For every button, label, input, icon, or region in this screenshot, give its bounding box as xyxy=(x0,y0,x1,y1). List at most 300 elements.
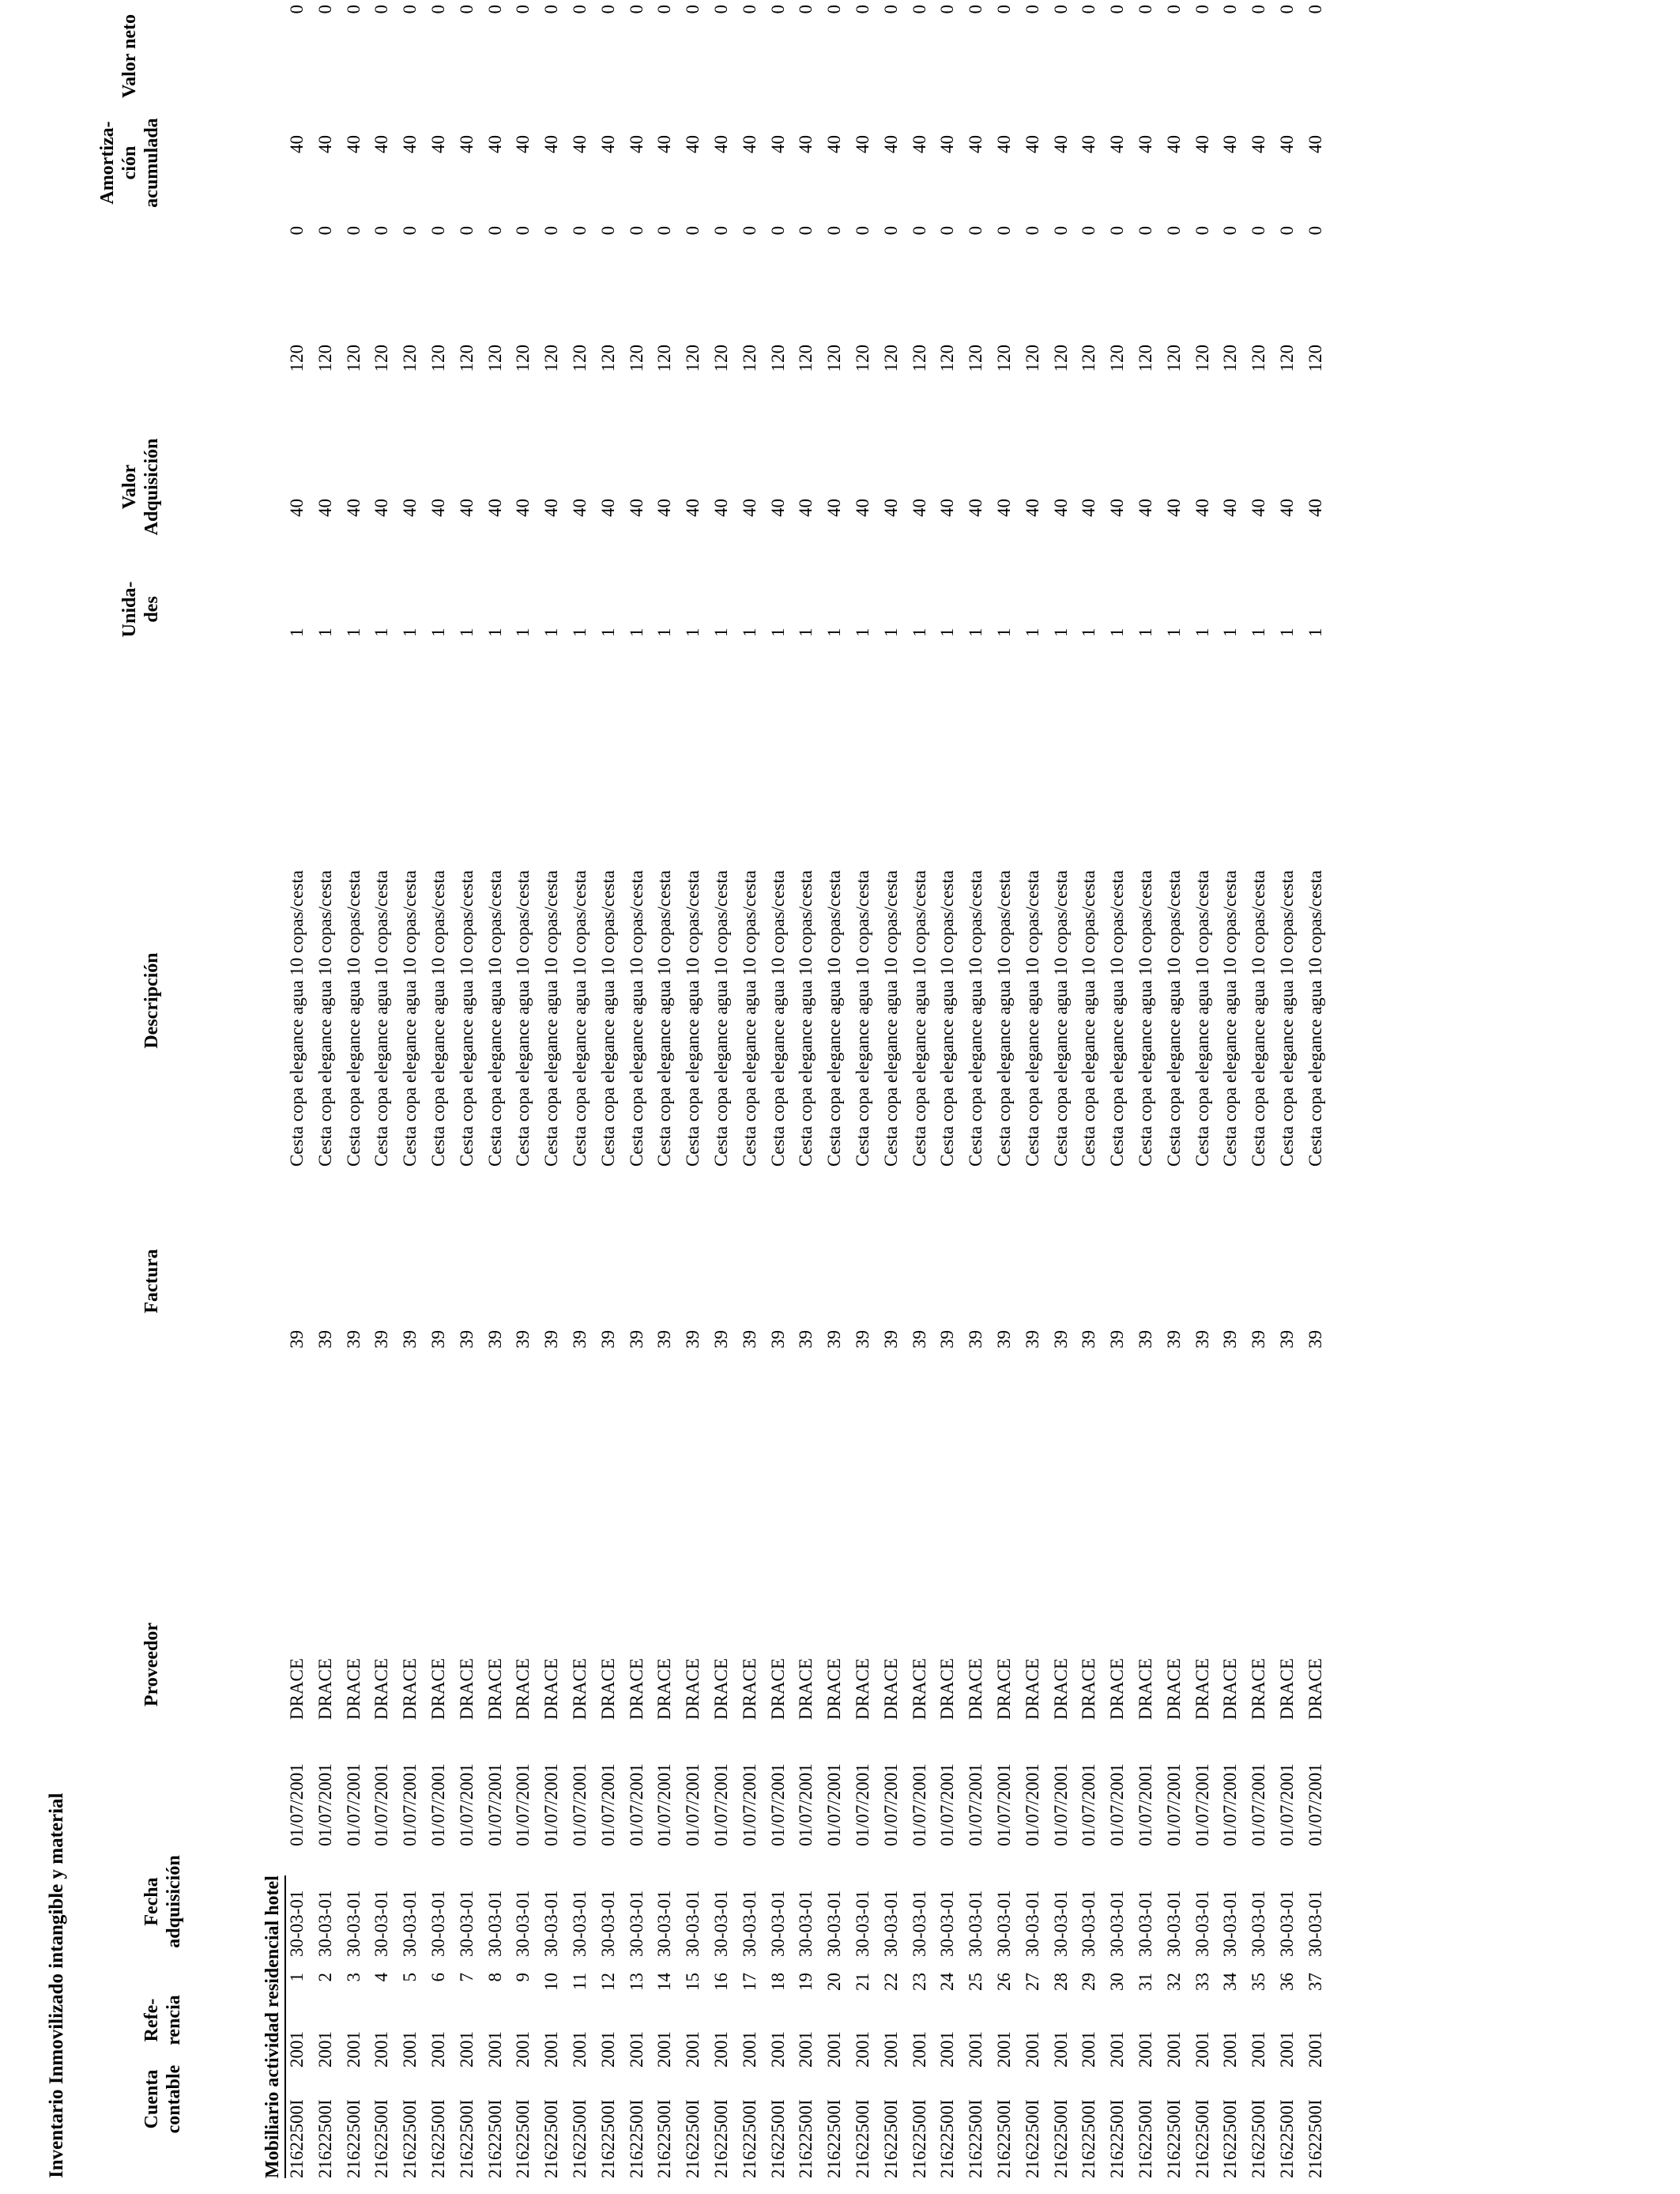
cell-cuenta: 21622500I xyxy=(909,2099,929,2178)
cell-fecha: 30-03-01 xyxy=(1079,1890,1099,1957)
cell-valor-adquisicion: 40 xyxy=(1107,499,1128,517)
cell-importe: 120 xyxy=(739,345,759,372)
cell-amortizacion: 40 xyxy=(400,135,420,153)
cell-unidades: 1 xyxy=(315,628,335,637)
cell-proveedor: DRACE xyxy=(315,1658,335,1720)
cell-anio: 2001 xyxy=(456,2031,477,2068)
cell-proveedor: DRACE xyxy=(739,1658,759,1720)
cell-valor-adquisicion: 40 xyxy=(993,499,1014,517)
cell-cero: 0 xyxy=(541,226,562,236)
cell-valor-neto: 0 xyxy=(541,5,562,14)
cell-descripcion: Cesta copa elegance agua 10 copas/cesta xyxy=(287,870,307,1167)
cell-descripcion: Cesta copa elegance agua 10 copas/cesta xyxy=(513,870,533,1167)
cell-cuenta: 21622500I xyxy=(1276,2099,1297,2178)
cell-fecha: 30-03-01 xyxy=(456,1890,477,1957)
cell-valor-neto: 0 xyxy=(1050,5,1071,14)
cell-numero: 17 xyxy=(739,1973,759,1991)
cell-numero: 8 xyxy=(484,1973,505,1982)
cell-cero: 0 xyxy=(1192,226,1212,236)
cell-valor-adquisicion: 40 xyxy=(654,499,675,517)
cell-valor-adquisicion: 40 xyxy=(1276,499,1297,517)
cell-amortizacion: 40 xyxy=(739,135,759,153)
cell-cuenta: 21622500I xyxy=(428,2099,448,2178)
cell-valor-adquisicion: 40 xyxy=(569,499,590,517)
cell-valor-neto: 0 xyxy=(371,5,392,14)
cell-valor-neto: 0 xyxy=(710,5,731,14)
cell-valor-neto: 0 xyxy=(1022,5,1042,14)
cell-proveedor: DRACE xyxy=(371,1658,392,1720)
cell-fecha-alta: 01/07/2001 xyxy=(428,1763,448,1846)
cell-valor-neto: 0 xyxy=(597,5,618,14)
cell-fecha: 30-03-01 xyxy=(654,1890,675,1957)
cell-descripcion: Cesta copa elegance agua 10 copas/cesta xyxy=(683,870,703,1167)
cell-cero: 0 xyxy=(513,226,533,236)
cell-importe: 120 xyxy=(993,345,1014,372)
header-amortizacion-acumulada: Amortiza- ción acumulada xyxy=(97,118,162,208)
cell-proveedor: DRACE xyxy=(597,1658,618,1720)
cell-factura: 39 xyxy=(428,1330,448,1348)
cell-unidades: 1 xyxy=(710,628,731,637)
cell-amortizacion: 40 xyxy=(824,135,845,153)
header-fecha-adquisicion: Fecha adquisición xyxy=(141,1855,184,1948)
cell-descripcion: Cesta copa elegance agua 10 copas/cesta xyxy=(739,870,759,1167)
cell-valor-adquisicion: 40 xyxy=(1220,499,1241,517)
cell-importe: 120 xyxy=(796,345,816,372)
cell-unidades: 1 xyxy=(1220,628,1241,637)
cell-importe: 120 xyxy=(513,345,533,372)
cell-cero: 0 xyxy=(1107,226,1128,236)
cell-anio: 2001 xyxy=(1305,2031,1325,2068)
cell-factura: 39 xyxy=(513,1330,533,1348)
cell-amortizacion: 40 xyxy=(1022,135,1042,153)
cell-factura: 39 xyxy=(937,1330,958,1348)
cell-valor-neto: 0 xyxy=(1107,5,1128,14)
cell-fecha: 30-03-01 xyxy=(626,1890,646,1957)
cell-amortizacion: 40 xyxy=(1276,135,1297,153)
cell-fecha-alta: 01/07/2001 xyxy=(1276,1763,1297,1846)
cell-valor-neto: 0 xyxy=(824,5,845,14)
cell-descripcion: Cesta copa elegance agua 10 copas/cesta xyxy=(569,870,590,1167)
cell-cuenta: 21622500I xyxy=(852,2099,872,2178)
cell-anio: 2001 xyxy=(1220,2031,1241,2068)
cell-unidades: 1 xyxy=(287,628,307,637)
cell-importe: 120 xyxy=(654,345,675,372)
header-factura: Factura xyxy=(141,1249,162,1314)
header-valor-adquisicion: Valor Adquisición xyxy=(119,438,162,536)
cell-numero: 35 xyxy=(1249,1973,1269,1991)
cell-descripcion: Cesta copa elegance agua 10 copas/cesta xyxy=(343,870,363,1167)
cell-numero: 7 xyxy=(456,1973,477,1982)
cell-factura: 39 xyxy=(1163,1330,1184,1348)
cell-numero: 37 xyxy=(1305,1973,1325,1991)
cell-descripcion: Cesta copa elegance agua 10 copas/cesta xyxy=(824,870,845,1167)
cell-numero: 26 xyxy=(993,1973,1014,1991)
cell-numero: 3 xyxy=(343,1973,363,1982)
cell-cuenta: 21622500I xyxy=(1220,2099,1241,2178)
cell-importe: 120 xyxy=(1220,345,1241,372)
cell-valor-adquisicion: 40 xyxy=(456,499,477,517)
cell-cero: 0 xyxy=(739,226,759,236)
cell-fecha-alta: 01/07/2001 xyxy=(767,1763,788,1846)
cell-amortizacion: 40 xyxy=(484,135,505,153)
cell-fecha-alta: 01/07/2001 xyxy=(343,1763,363,1846)
cell-amortizacion: 40 xyxy=(1079,135,1099,153)
cell-fecha: 30-03-01 xyxy=(428,1890,448,1957)
cell-cuenta: 21622500I xyxy=(824,2099,845,2178)
cell-valor-neto: 0 xyxy=(683,5,703,14)
cell-cero: 0 xyxy=(909,226,929,236)
cell-factura: 39 xyxy=(626,1330,646,1348)
cell-importe: 120 xyxy=(626,345,646,372)
cell-importe: 120 xyxy=(371,345,392,372)
cell-valor-neto: 0 xyxy=(880,5,901,14)
cell-importe: 120 xyxy=(287,345,307,372)
cell-unidades: 1 xyxy=(1022,628,1042,637)
cell-cero: 0 xyxy=(1220,226,1241,236)
cell-proveedor: DRACE xyxy=(1079,1658,1099,1720)
cell-proveedor: DRACE xyxy=(1135,1658,1155,1720)
cell-numero: 10 xyxy=(541,1973,562,1991)
cell-valor-adquisicion: 40 xyxy=(1305,499,1325,517)
cell-fecha: 30-03-01 xyxy=(569,1890,590,1957)
cell-numero: 15 xyxy=(683,1973,703,1991)
cell-valor-adquisicion: 40 xyxy=(400,499,420,517)
cell-descripcion: Cesta copa elegance agua 10 copas/cesta xyxy=(484,870,505,1167)
cell-fecha: 30-03-01 xyxy=(1249,1890,1269,1957)
cell-importe: 120 xyxy=(880,345,901,372)
cell-anio: 2001 xyxy=(1079,2031,1099,2068)
cell-importe: 120 xyxy=(767,345,788,372)
cell-fecha: 30-03-01 xyxy=(966,1890,986,1957)
cell-cero: 0 xyxy=(654,226,675,236)
cell-fecha-alta: 01/07/2001 xyxy=(683,1763,703,1846)
cell-cuenta: 21622500I xyxy=(343,2099,363,2178)
cell-factura: 39 xyxy=(484,1330,505,1348)
cell-factura: 39 xyxy=(400,1330,420,1348)
cell-fecha-alta: 01/07/2001 xyxy=(1192,1763,1212,1846)
cell-unidades: 1 xyxy=(1192,628,1212,637)
cell-importe: 120 xyxy=(1163,345,1184,372)
cell-fecha-alta: 01/07/2001 xyxy=(966,1763,986,1846)
cell-proveedor: DRACE xyxy=(484,1658,505,1720)
cell-valor-adquisicion: 40 xyxy=(287,499,307,517)
cell-fecha-alta: 01/07/2001 xyxy=(1249,1763,1269,1846)
cell-valor-adquisicion: 40 xyxy=(966,499,986,517)
cell-fecha: 30-03-01 xyxy=(993,1890,1014,1957)
cell-factura: 39 xyxy=(569,1330,590,1348)
cell-fecha: 30-03-01 xyxy=(824,1890,845,1957)
cell-cero: 0 xyxy=(683,226,703,236)
cell-fecha: 30-03-01 xyxy=(796,1890,816,1957)
cell-fecha: 30-03-01 xyxy=(683,1890,703,1957)
cell-amortizacion: 40 xyxy=(597,135,618,153)
cell-anio: 2001 xyxy=(1135,2031,1155,2068)
cell-descripcion: Cesta copa elegance agua 10 copas/cesta xyxy=(966,870,986,1167)
cell-anio: 2001 xyxy=(937,2031,958,2068)
cell-valor-neto: 0 xyxy=(1163,5,1184,14)
cell-descripcion: Cesta copa elegance agua 10 copas/cesta xyxy=(767,870,788,1167)
cell-valor-neto: 0 xyxy=(456,5,477,14)
cell-numero: 1 xyxy=(287,1973,307,1982)
cell-proveedor: DRACE xyxy=(1022,1658,1042,1720)
cell-proveedor: DRACE xyxy=(654,1658,675,1720)
cell-descripcion: Cesta copa elegance agua 10 copas/cesta xyxy=(1050,870,1071,1167)
cell-importe: 120 xyxy=(1249,345,1269,372)
cell-fecha: 30-03-01 xyxy=(400,1890,420,1957)
cell-valor-adquisicion: 40 xyxy=(683,499,703,517)
cell-fecha-alta: 01/07/2001 xyxy=(1305,1763,1325,1846)
cell-importe: 120 xyxy=(1079,345,1099,372)
cell-importe: 120 xyxy=(1022,345,1042,372)
cell-valor-neto: 0 xyxy=(1305,5,1325,14)
cell-descripcion: Cesta copa elegance agua 10 copas/cesta xyxy=(597,870,618,1167)
cell-importe: 120 xyxy=(966,345,986,372)
cell-valor-neto: 0 xyxy=(993,5,1014,14)
cell-valor-adquisicion: 40 xyxy=(371,499,392,517)
cell-factura: 39 xyxy=(1022,1330,1042,1348)
cell-amortizacion: 40 xyxy=(569,135,590,153)
cell-factura: 39 xyxy=(456,1330,477,1348)
cell-fecha-alta: 01/07/2001 xyxy=(1022,1763,1042,1846)
cell-proveedor: DRACE xyxy=(513,1658,533,1720)
cell-cuenta: 21622500I xyxy=(880,2099,901,2178)
cell-amortizacion: 40 xyxy=(654,135,675,153)
cell-proveedor: DRACE xyxy=(343,1658,363,1720)
cell-amortizacion: 40 xyxy=(767,135,788,153)
cell-proveedor: DRACE xyxy=(993,1658,1014,1720)
cell-unidades: 1 xyxy=(371,628,392,637)
cell-unidades: 1 xyxy=(654,628,675,637)
cell-cero: 0 xyxy=(852,226,872,236)
cell-fecha: 30-03-01 xyxy=(371,1890,392,1957)
cell-anio: 2001 xyxy=(654,2031,675,2068)
cell-valor-adquisicion: 40 xyxy=(484,499,505,517)
cell-fecha: 30-03-01 xyxy=(1305,1890,1325,1957)
cell-unidades: 1 xyxy=(1163,628,1184,637)
cell-amortizacion: 40 xyxy=(343,135,363,153)
cell-valor-neto: 0 xyxy=(484,5,505,14)
cell-valor-neto: 0 xyxy=(626,5,646,14)
cell-proveedor: DRACE xyxy=(909,1658,929,1720)
cell-anio: 2001 xyxy=(710,2031,731,2068)
header-referencia: Refe- rencia xyxy=(141,1995,184,2045)
cell-fecha: 30-03-01 xyxy=(1022,1890,1042,1957)
cell-valor-neto: 0 xyxy=(287,5,307,14)
cell-unidades: 1 xyxy=(484,628,505,637)
cell-proveedor: DRACE xyxy=(767,1658,788,1720)
cell-descripcion: Cesta copa elegance agua 10 copas/cesta xyxy=(880,870,901,1167)
cell-unidades: 1 xyxy=(1079,628,1099,637)
cell-fecha: 30-03-01 xyxy=(1135,1890,1155,1957)
cell-importe: 120 xyxy=(937,345,958,372)
cell-factura: 39 xyxy=(966,1330,986,1348)
cell-valor-neto: 0 xyxy=(1220,5,1241,14)
cell-numero: 22 xyxy=(880,1973,901,1991)
cell-numero: 27 xyxy=(1022,1973,1042,1991)
cell-numero: 14 xyxy=(654,1973,675,1991)
cell-factura: 39 xyxy=(796,1330,816,1348)
cell-cuenta: 21622500I xyxy=(683,2099,703,2178)
cell-valor-neto: 0 xyxy=(852,5,872,14)
cell-valor-adquisicion: 40 xyxy=(626,499,646,517)
cell-unidades: 1 xyxy=(824,628,845,637)
cell-descripcion: Cesta copa elegance agua 10 copas/cesta xyxy=(993,870,1014,1167)
cell-fecha: 30-03-01 xyxy=(880,1890,901,1957)
cell-fecha-alta: 01/07/2001 xyxy=(315,1763,335,1846)
cell-fecha: 30-03-01 xyxy=(484,1890,505,1957)
cell-valor-adquisicion: 40 xyxy=(880,499,901,517)
cell-cero: 0 xyxy=(824,226,845,236)
cell-importe: 120 xyxy=(824,345,845,372)
cell-valor-adquisicion: 40 xyxy=(767,499,788,517)
cell-fecha-alta: 01/07/2001 xyxy=(739,1763,759,1846)
cell-cuenta: 21622500I xyxy=(626,2099,646,2178)
cell-anio: 2001 xyxy=(371,2031,392,2068)
cell-valor-adquisicion: 40 xyxy=(1163,499,1184,517)
cell-anio: 2001 xyxy=(852,2031,872,2068)
header-valor-neto: Valor neto xyxy=(119,14,140,99)
cell-valor-adquisicion: 40 xyxy=(710,499,731,517)
cell-cero: 0 xyxy=(1050,226,1071,236)
cell-anio: 2001 xyxy=(909,2031,929,2068)
cell-factura: 39 xyxy=(597,1330,618,1348)
cell-fecha-alta: 01/07/2001 xyxy=(1107,1763,1128,1846)
cell-cuenta: 21622500I xyxy=(1022,2099,1042,2178)
cell-cero: 0 xyxy=(597,226,618,236)
cell-fecha-alta: 01/07/2001 xyxy=(796,1763,816,1846)
cell-proveedor: DRACE xyxy=(796,1658,816,1720)
cell-cero: 0 xyxy=(1276,226,1297,236)
cell-cuenta: 21622500I xyxy=(1163,2099,1184,2178)
cell-factura: 39 xyxy=(880,1330,901,1348)
cell-cuenta: 21622500I xyxy=(739,2099,759,2178)
cell-valor-neto: 0 xyxy=(1276,5,1297,14)
cell-valor-adquisicion: 40 xyxy=(315,499,335,517)
cell-numero: 31 xyxy=(1135,1973,1155,1991)
cell-anio: 2001 xyxy=(993,2031,1014,2068)
cell-cuenta: 21622500I xyxy=(597,2099,618,2178)
cell-cero: 0 xyxy=(966,226,986,236)
cell-cuenta: 21622500I xyxy=(287,2099,307,2178)
cell-valor-neto: 0 xyxy=(1079,5,1099,14)
cell-anio: 2001 xyxy=(287,2031,307,2068)
cell-fecha: 30-03-01 xyxy=(1050,1890,1071,1957)
cell-numero: 36 xyxy=(1276,1973,1297,1991)
cell-valor-adquisicion: 40 xyxy=(739,499,759,517)
cell-numero: 9 xyxy=(513,1973,533,1982)
cell-importe: 120 xyxy=(1276,345,1297,372)
cell-amortizacion: 40 xyxy=(371,135,392,153)
cell-numero: 18 xyxy=(767,1973,788,1991)
cell-factura: 39 xyxy=(909,1330,929,1348)
cell-valor-adquisicion: 40 xyxy=(1249,499,1269,517)
cell-amortizacion: 40 xyxy=(541,135,562,153)
cell-numero: 23 xyxy=(909,1973,929,1991)
cell-importe: 120 xyxy=(1050,345,1071,372)
cell-amortizacion: 40 xyxy=(966,135,986,153)
cell-importe: 120 xyxy=(400,345,420,372)
cell-unidades: 1 xyxy=(597,628,618,637)
cell-numero: 16 xyxy=(710,1973,731,1991)
cell-amortizacion: 40 xyxy=(796,135,816,153)
cell-proveedor: DRACE xyxy=(456,1658,477,1720)
cell-factura: 39 xyxy=(739,1330,759,1348)
cell-anio: 2001 xyxy=(343,2031,363,2068)
cell-numero: 32 xyxy=(1163,1973,1184,1991)
cell-proveedor: DRACE xyxy=(1050,1658,1071,1720)
cell-factura: 39 xyxy=(287,1330,307,1348)
cell-valor-adquisicion: 40 xyxy=(597,499,618,517)
cell-proveedor: DRACE xyxy=(710,1658,731,1720)
cell-importe: 120 xyxy=(428,345,448,372)
cell-fecha: 30-03-01 xyxy=(597,1890,618,1957)
cell-factura: 39 xyxy=(683,1330,703,1348)
cell-importe: 120 xyxy=(484,345,505,372)
cell-valor-adquisicion: 40 xyxy=(852,499,872,517)
cell-amortizacion: 40 xyxy=(683,135,703,153)
cell-anio: 2001 xyxy=(880,2031,901,2068)
cell-valor-adquisicion: 40 xyxy=(513,499,533,517)
cell-numero: 34 xyxy=(1220,1973,1241,1991)
cell-descripcion: Cesta copa elegance agua 10 copas/cesta xyxy=(796,870,816,1167)
cell-numero: 19 xyxy=(796,1973,816,1991)
cell-descripcion: Cesta copa elegance agua 10 copas/cesta xyxy=(1135,870,1155,1167)
cell-fecha: 30-03-01 xyxy=(1220,1890,1241,1957)
cell-valor-adquisicion: 40 xyxy=(1050,499,1071,517)
cell-valor-neto: 0 xyxy=(767,5,788,14)
cell-importe: 120 xyxy=(683,345,703,372)
cell-descripcion: Cesta copa elegance agua 10 copas/cesta xyxy=(1220,870,1241,1167)
cell-descripcion: Cesta copa elegance agua 10 copas/cesta xyxy=(1249,870,1269,1167)
cell-proveedor: DRACE xyxy=(1220,1658,1241,1720)
cell-importe: 120 xyxy=(1305,345,1325,372)
header-unidades: Unida- des xyxy=(119,581,162,638)
cell-valor-neto: 0 xyxy=(796,5,816,14)
cell-unidades: 1 xyxy=(626,628,646,637)
cell-fecha: 30-03-01 xyxy=(909,1890,929,1957)
cell-importe: 120 xyxy=(315,345,335,372)
cell-factura: 39 xyxy=(852,1330,872,1348)
cell-fecha-alta: 01/07/2001 xyxy=(909,1763,929,1846)
cell-cero: 0 xyxy=(1079,226,1099,236)
cell-unidades: 1 xyxy=(880,628,901,637)
cell-fecha-alta: 01/07/2001 xyxy=(1135,1763,1155,1846)
cell-anio: 2001 xyxy=(484,2031,505,2068)
cell-cero: 0 xyxy=(880,226,901,236)
cell-fecha: 30-03-01 xyxy=(1163,1890,1184,1957)
cell-factura: 39 xyxy=(1192,1330,1212,1348)
cell-cuenta: 21622500I xyxy=(1107,2099,1128,2178)
cell-fecha-alta: 01/07/2001 xyxy=(569,1763,590,1846)
cell-numero: 6 xyxy=(428,1973,448,1982)
cell-amortizacion: 40 xyxy=(626,135,646,153)
cell-valor-adquisicion: 40 xyxy=(1022,499,1042,517)
cell-amortizacion: 40 xyxy=(993,135,1014,153)
cell-cuenta: 21622500I xyxy=(400,2099,420,2178)
cell-unidades: 1 xyxy=(796,628,816,637)
cell-fecha-alta: 01/07/2001 xyxy=(597,1763,618,1846)
cell-numero: 25 xyxy=(966,1973,986,1991)
cell-fecha: 30-03-01 xyxy=(1192,1890,1212,1957)
cell-cero: 0 xyxy=(371,226,392,236)
cell-factura: 39 xyxy=(767,1330,788,1348)
cell-proveedor: DRACE xyxy=(1305,1658,1325,1720)
cell-cero: 0 xyxy=(287,226,307,236)
cell-factura: 39 xyxy=(315,1330,335,1348)
cell-fecha-alta: 01/07/2001 xyxy=(937,1763,958,1846)
cell-amortizacion: 40 xyxy=(1107,135,1128,153)
cell-fecha-alta: 01/07/2001 xyxy=(852,1763,872,1846)
